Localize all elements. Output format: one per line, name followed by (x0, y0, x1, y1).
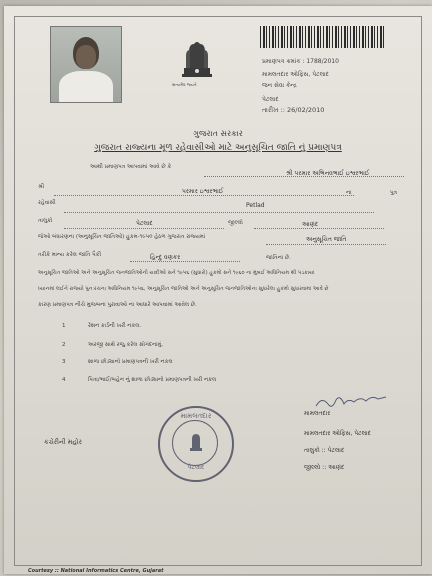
evidence-item-4-num: 4 (62, 377, 66, 383)
office-line-1: મામલતદાર ઓફિસ, પેટલાદ (262, 71, 329, 78)
para-2-prefix: તરીકે માન્ય કરેલ જાતિ પૈકી (38, 252, 102, 258)
certificate-title: ગુજરાત રાજ્યના મૂળ રહેવાસીઓ માટે અનુસૂચિત જાતિ નું પ્રમાણપત્ર (94, 143, 342, 153)
certificate-number: પ્રમાણપત્ર ક્રમાંક : 1788/2010 (262, 58, 339, 65)
taluka-label: તાલુકો (38, 218, 53, 224)
barcode (260, 26, 386, 48)
father-name: પરમાર ઇશ્વરભાઈ (182, 188, 224, 195)
office-seal-label: કચેરીની મહોર (44, 438, 82, 446)
evidence-item-4: પિતા/ભાઈ/બહેન નું શાળા છોડ્યાનો પ્રમાણપત્રની ખરી નકલ (88, 377, 217, 383)
signatory-title: મામલતદાર (304, 410, 331, 417)
office-line-3: પેટલાદ (262, 96, 279, 103)
na-label: ના (346, 190, 352, 196)
caste-type: અનુસૂચિત જાતિ (306, 236, 347, 243)
signatory-district: જીલ્લો :: આણંદ (304, 464, 345, 471)
putra-label: પુત્ર (390, 190, 397, 196)
signatory-taluka: તાલુકો :: પેટલાદ (304, 447, 345, 454)
applicant-photo (50, 26, 122, 103)
evidence-item-1-num: 1 (62, 323, 66, 329)
evidence-item-3: શાળા છોડ્યાનો પ્રમાણપત્રની ખરી નકલ (88, 359, 173, 365)
residence-label: રહેવાસી (38, 200, 56, 206)
stamp-emblem-icon (189, 432, 203, 454)
taluka-value: પેટલાદ (136, 220, 153, 227)
government-title: ગુજરાત સરકાર (193, 129, 243, 138)
para-4: ધ્યાનમાં લઈને રાજ્યો પુનઃરચના અધિનિયમ ૧૯૫૬, અનુસૂચિત જાતિઓ અને અનુસૂચિત જનજાતિઓના સુધારેલા હુકમો સુધારવામાં આવે છે (38, 286, 329, 292)
para-2-suffix: જાતિના છે. (266, 255, 291, 261)
signatory-office: મામલતદાર ઓફિસ, પેટલાદ (304, 430, 371, 437)
evidence-item-3-num: 3 (62, 359, 66, 365)
intro-text: આથી પ્રમાણપત્ર આપવામાં આવે છે કે (90, 164, 172, 170)
shri-label: શ્રી (38, 184, 45, 190)
stamp-top-text: મામલતદાર (180, 412, 212, 420)
signature-icon (314, 392, 388, 412)
evidence-item-1: રેશન કાર્ડની ખરી નકલ. (88, 323, 142, 329)
office-line-2: જન સેવા કેન્દ્ર (262, 82, 297, 89)
village-name: Petlad (246, 202, 265, 209)
certificate-sheet (4, 6, 432, 574)
para-3: અનુસૂચિત જાતિઓ અને અનુસૂચિત જનજાતિઓની યાદીઓ સને ૧૯૫૬ (સુધારો) હુકમો સને ૧૯૬૦ ના મુંબઈ અધિનિયમ થી પડકાયાં (38, 270, 315, 276)
stamp-bottom-text: પેટલાદ (187, 464, 205, 471)
district-label: જીલ્લો (228, 220, 243, 226)
footer-credit: Courtesy :: National Informatics Centre, Gujarat (28, 568, 164, 574)
district-value: આણંદ (302, 221, 319, 228)
evidence-item-2: અરજી સાથે રજુ કરેલ સોગંદનામું. (88, 342, 164, 348)
caste-name: હિન્દુ વણકર (150, 254, 181, 261)
applicant-name: શ્રી પરમાર અભિનવભાઈ ઇશ્વરભાઈ (286, 170, 370, 177)
emblem-caption: સત્યમેવ જયતે (172, 82, 197, 87)
para-5: કારણ પ્રમાણપત્ર નીચે મુજબના પુરાવાઓ ના આધારે આપવામાં આવેલ છે. (38, 302, 197, 308)
evidence-item-2-num: 2 (62, 342, 66, 348)
para-1: જેઓ બંધારણના (અનુસૂચિત જાતિઓ) હુકમ-૧૯૫૦ હેઠળ ગુજરાત રાજ્યમાં (38, 234, 206, 240)
office-stamp (158, 406, 234, 482)
issue-date: તારીખ :: 26/02/2010 (262, 106, 325, 114)
national-emblem-icon (180, 38, 214, 82)
